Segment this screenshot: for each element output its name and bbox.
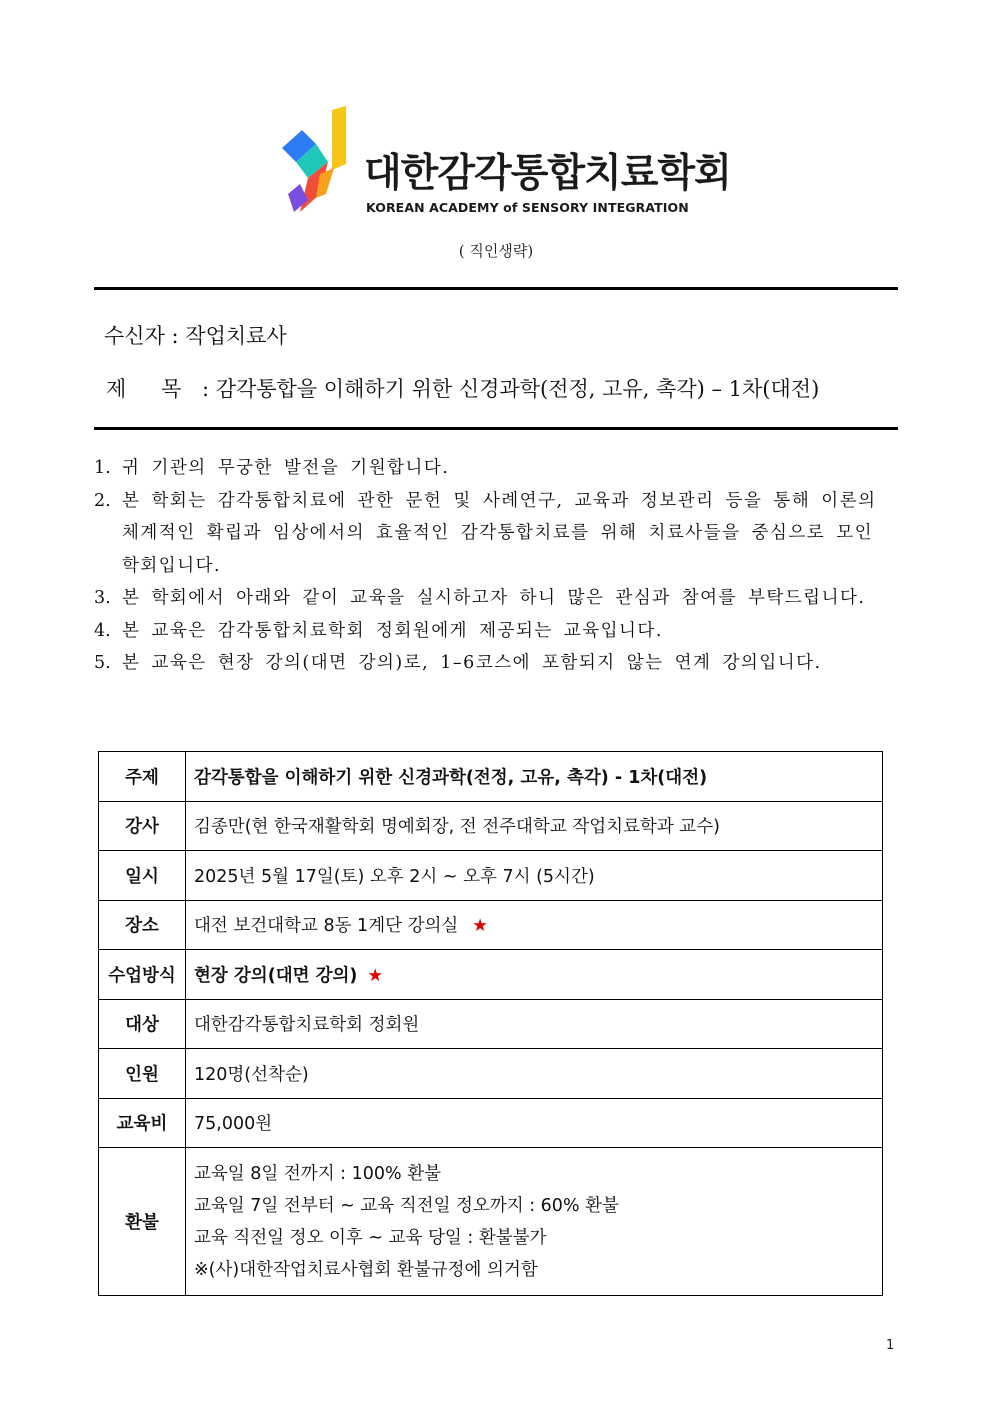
subject-line: [106, 373, 819, 403]
seal-note: ( 직인생략): [458, 242, 534, 260]
date-label: 일시: [99, 851, 186, 901]
table-row-method: [99, 950, 883, 1000]
table-row-lecturer: [99, 801, 883, 851]
refund-cell: [186, 1148, 883, 1296]
body-item: 5. 본 교육은 현장 강의(대면 강의)로, 1–6코스에 포함되지 않는 연계 강의입니다.: [94, 653, 822, 673]
logo-mark-icon: [280, 104, 352, 216]
topic-value: 감각통합을 이해하기 위한 신경과학(전정, 고유, 촉각) - 1차(대전): [186, 752, 883, 802]
header-bottom-rule: [94, 427, 898, 430]
body-item: 2. 본 학회는 감각통합치료에 관한 문헌 및 사례연구, 교육과 정보관리 등을 통해 이론의 체계적인 확립과 임상에서의 효율적인 감각통합치료를 위해 치료사들을 중심으로 모인 학회입니다.: [94, 490, 877, 576]
fee-label: 교육비: [99, 1098, 186, 1148]
method-value: 현장 강의(대면 강의): [194, 965, 358, 986]
table-row-refund: [99, 1148, 883, 1296]
fee-value: 75,000원: [186, 1098, 883, 1148]
body-item: 4. 본 교육은 감각통합치료학회 정회원에게 제공되는 교육입니다.: [94, 620, 663, 641]
academy-logo: [280, 104, 731, 220]
page-number: 1: [886, 1338, 895, 1353]
place-label: 장소: [99, 900, 186, 950]
body-item: 1. 귀 기관의 무궁한 발전을 기원합니다.: [94, 458, 450, 478]
refund-line: 교육 직전일 정오 이후 ~ 교육 당일 : 환불불가: [194, 1227, 547, 1248]
table-row-date: [99, 851, 883, 901]
method-label: 수업방식: [99, 950, 186, 1000]
course-info-table: [98, 751, 883, 1296]
star-icon: ★: [367, 965, 384, 986]
method-cell: [186, 950, 883, 1000]
target-label: 대상: [99, 999, 186, 1049]
place-value: 대전 보건대학교 8동 1계단 강의실: [194, 916, 459, 937]
capacity-label: 인원: [99, 1049, 186, 1099]
table-row-fee: [99, 1098, 883, 1148]
subject-text: : 감각통합을 이해하기 위한 신경과학(전정, 고유, 촉각) – 1차(대전): [201, 377, 820, 401]
refund-line: ※(사)대한작업치료사협회 환불규정에 의거함: [194, 1259, 538, 1280]
table-row-topic: [99, 752, 883, 802]
body-paragraphs: [94, 452, 894, 680]
logo-subtitle: KOREAN ACADEMY of SENSORY INTEGRATION: [366, 200, 689, 215]
lecturer-label: 강사: [99, 801, 186, 851]
body-item: 3. 본 학회에서 아래와 같이 교육을 실시하고자 하니 많은 관심과 참여를 부탁드립니다.: [94, 588, 866, 608]
refund-label: 환불: [99, 1148, 186, 1296]
topic-label: 주제: [99, 752, 186, 802]
subject-label: 제 목: [106, 377, 196, 401]
target-value: 대한감각통합치료학회 정회원: [186, 999, 883, 1049]
lecturer-value: 김종만(현 한국재활학회 명예회장, 전 전주대학교 작업치료학과 교수): [186, 801, 883, 851]
refund-line: 교육일 7일 전부터 ~ 교육 직전일 정오까지 : 60% 환불: [194, 1195, 619, 1216]
star-icon: ★: [472, 916, 488, 937]
refund-line: 교육일 8일 전까지 : 100% 환불: [194, 1163, 442, 1184]
logo-title: 대한감각통합치료학회: [364, 151, 731, 196]
table-row-place: [99, 900, 883, 950]
recipient-line: 수신자 : 작업치료사: [104, 324, 287, 348]
header-top-rule: [94, 287, 898, 290]
table-row-target: [99, 999, 883, 1049]
capacity-value: 120명(선착순): [186, 1049, 883, 1099]
date-value: 2025년 5월 17일(토) 오후 2시 ~ 오후 7시 (5시간): [186, 851, 883, 901]
table-row-capacity: [99, 1049, 883, 1099]
place-cell: [186, 900, 883, 950]
